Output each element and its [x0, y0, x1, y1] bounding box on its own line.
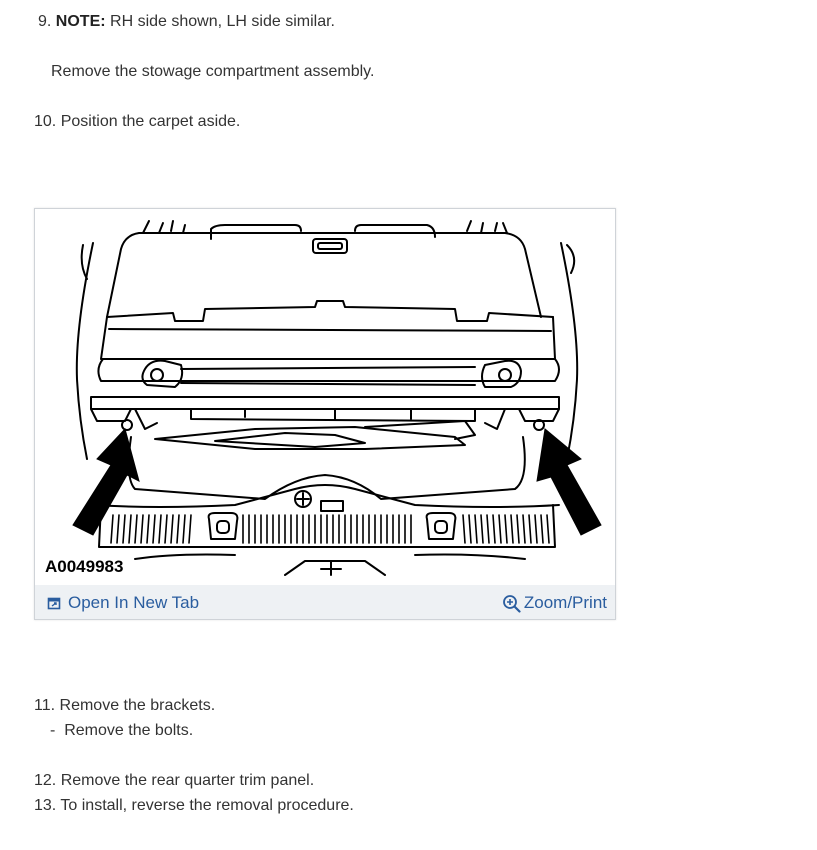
- step-11-sub-text: Remove the bolts.: [64, 722, 194, 739]
- step-11-number: 11.: [34, 697, 56, 714]
- note-text: RH side shown, LH side similar.: [110, 13, 335, 30]
- step-10: [34, 112, 240, 132]
- step-11-sub: [50, 721, 193, 741]
- note-label: NOTE:: [55, 13, 106, 30]
- figure-panel: [34, 208, 616, 620]
- step-10-text: Position the carpet aside.: [60, 113, 241, 130]
- step-9-number: 9.: [38, 13, 52, 30]
- step-9-detail: Remove the stowage compartment assembly.: [51, 63, 375, 80]
- open-in-new-tab-link[interactable]: [47, 593, 199, 613]
- step-12-text: Remove the rear quarter trim panel.: [60, 772, 315, 789]
- open-in-new-tab-label: Open In New Tab: [68, 593, 200, 612]
- zoom-print-label: Zoom/Print: [523, 593, 607, 612]
- open-in-new-tab-icon: [47, 596, 62, 611]
- magnifier-zoom-icon: [502, 594, 521, 613]
- step-10-number: 10.: [34, 113, 57, 130]
- step-9: [38, 12, 335, 32]
- figure-action-bar: [35, 585, 615, 619]
- step-11: [34, 696, 215, 716]
- sub-bullet: -: [50, 722, 56, 739]
- zoom-print-link[interactable]: [502, 593, 607, 613]
- step-13-number: 13.: [34, 797, 57, 814]
- step-12-number: 12.: [34, 772, 57, 789]
- illustration-rear-cargo-area: [35, 209, 615, 585]
- step-13-text: To install, reverse the removal procedure.: [60, 797, 354, 814]
- step-12: [34, 771, 314, 791]
- step-13: [34, 796, 354, 816]
- step-11-text: Remove the brackets.: [59, 697, 216, 714]
- figure-id: A0049983: [45, 557, 124, 576]
